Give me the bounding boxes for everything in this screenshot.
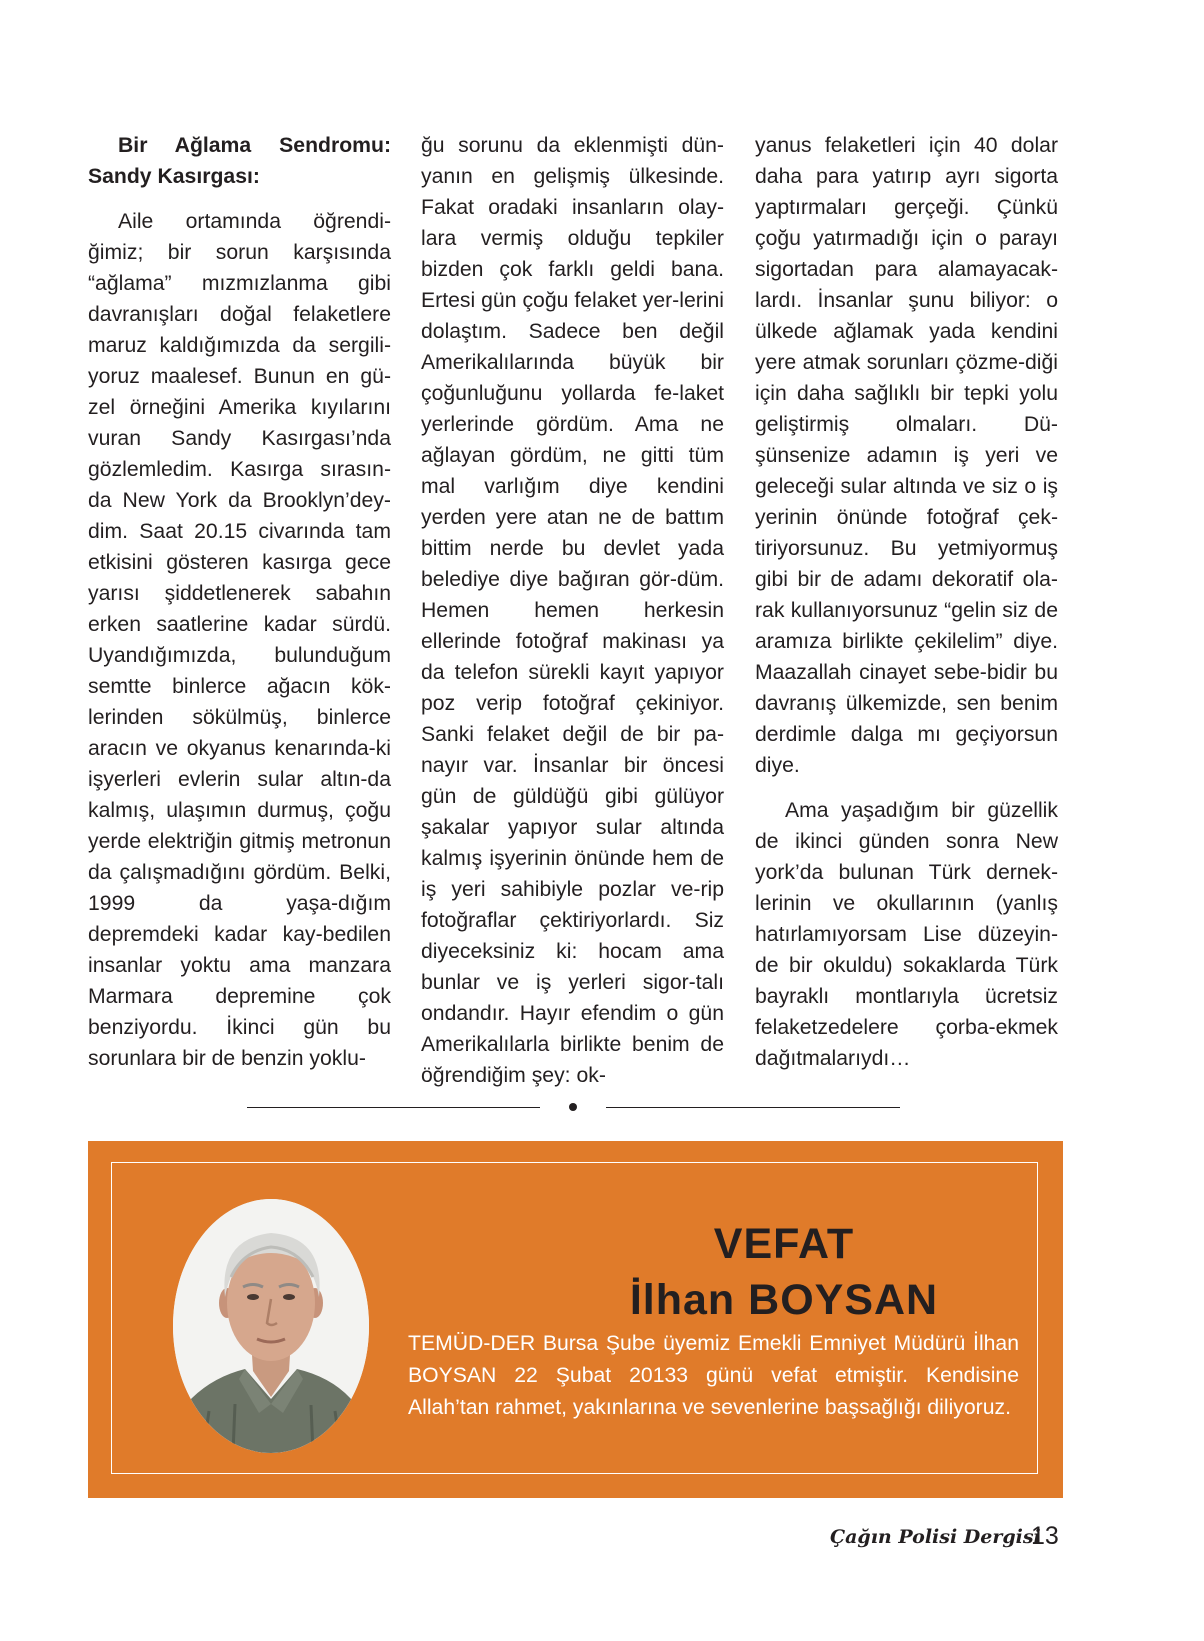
portrait-photo [173, 1199, 369, 1453]
obituary-title-vefat: VEFAT [713, 1220, 855, 1268]
article-paragraph: ğu sorunu da eklenmişti dün-yanın en gelişmiş ülkesinde. Fakat oradaki insanların olay-lara vermiş olduğu tepkiler bizden çok farklı geldi bana. Ertesi gün çoğu felaket yer-lerini dolaştım. Sadece ben değil Amerikalılarında büyük bir çoğunluğunu yollarda fe-laket yerlerinde gördüm. Ama ne ağlayan gördüm, ne gitti tüm mal varlığım diye kendini yerden yere atan ne de battım bittim nerde bu devlet yada belediye diye bağıran gör-düm. Hemen hemen herkesin ellerinde fotoğraf makinası ya da telefon sürekli kayıt yapıyor poz verip fotoğraf çekiniyor. Sanki felaket değil de bir pa-nayır var. İnsanlar bir öncesi gün de güldüğü gibi gülüyor şakalar yapıyor sular altında kalmış işyerinin önünde hem de iş yeri sahibiyle pozlar ve-rip fotoğraflar çektiriyorlardı. Siz diyeceksiniz ki: hocam ama bunlar ve iş yerleri sigor-talı ondandır. Hayır efendim o gün Amerikalılarla birlikte benim de öğrendiğim şey: ok- [421, 134, 724, 1087]
article-column-3 [755, 130, 1058, 1074]
obituary-text: TEMÜD-DER Bursa Şube üyemiz Emekli Emniyet Müdürü İlhan BOYSAN 22 Şubat 20133 günü vefat etmiştir. Kendisine Allah’tan rahmet, yakınlarına ve sevenlerine başsağlığı diliyoruz. [408, 1332, 1019, 1419]
page-number: 13 [1031, 1522, 1059, 1550]
article-column-1 [88, 130, 391, 1074]
magazine-name: Çağın Polisi Dergisi [830, 1526, 1041, 1548]
obituary-box [88, 1141, 1063, 1498]
article-column-2 [421, 130, 724, 1091]
separator-line [247, 1107, 540, 1108]
obituary-title [524, 1216, 1044, 1328]
obituary-name: İlhan BOYSAN [629, 1276, 939, 1324]
article-paragraph: yanus felaketleri için 40 dolar daha para yatırıp ayrı sigorta yaptırmaları gerçeği. Çünkü çoğu yatırmadığı için o parayı sigortadan para alamayacak-lardı. İnsanlar şunu biliyor: o ülkede ağlamak yada kendini yere atmak sorunları çözme-diği için daha sağlıklı bir tepki yolu geliştirmiş olmaları. Dü-şünsenize adamın iş yeri ve geleceği sular altında ve siz o iş yerinin önünde fotoğraf çek-tiriyorsunuz. Bu yetmiyormuş gibi bir de adamı dekoratif ola-rak kullanıyorsunuz “gelin siz de aramıza birlikte çekilelim” diye. Maazallah cinayet sebe-bidir bu davranış ülkemizde, sen benim derdimle dalga mı geçiyorsun diye. [755, 134, 1058, 777]
separator-dot [569, 1103, 577, 1111]
article-paragraph: Ama yaşadığım bir güzellik de ikinci günden sonra New york’da bulunan Türk dernek-lerinin ve okullarının (yanlış hatırlamıyorsam Lise düzeyin-de bir okuldu) sokaklarda Türk bayraklı montlarıyla ücretsiz felaketzedelere çorba-ekmek dağıtmalarıydı… [755, 799, 1058, 1070]
obituary-frame [111, 1162, 1038, 1474]
article-heading: Bir Ağlama Sendromu: Sandy Kasırgası: [88, 134, 391, 188]
separator-line [606, 1107, 900, 1108]
article-paragraph: Aile ortamında öğrendi-ğimiz; bir sorun karşısında “ağlama” mızmızlanma gibi davranışları doğal felaketlere maruz kaldığımızda da sergili-yoruz maalesef. Bunun en gü-zel örneğini Amerika kıyılarını vuran Sandy Kasırgası’nda gözlemledim. Kasırga sırasın-da New York da Brooklyn’dey-dim. Saat 20.15 civarında tam etkisini gösteren kasırga gece yarısı şiddetlenerek sabahın erken saatlerine kadar sürdü. Uyandığımızda, bulunduğum semtte binlerce ağacın kök-lerinden sökülmüş, binlerce aracın ve okyanus kenarında-ki işyerleri evlerin sular altın-da kalmış, ulaşımın durmuş, çoğu yerde elektriğin gitmiş metronun da çalışmadığını gördüm. Belki, 1999 da yaşa-dığım depremdeki kadar kay-bedilen insanlar yoktu ama manzara Marmara depremine çok benziyordu. İkinci gün bu sorunlara bir de benzin yoklu- [88, 210, 391, 1070]
